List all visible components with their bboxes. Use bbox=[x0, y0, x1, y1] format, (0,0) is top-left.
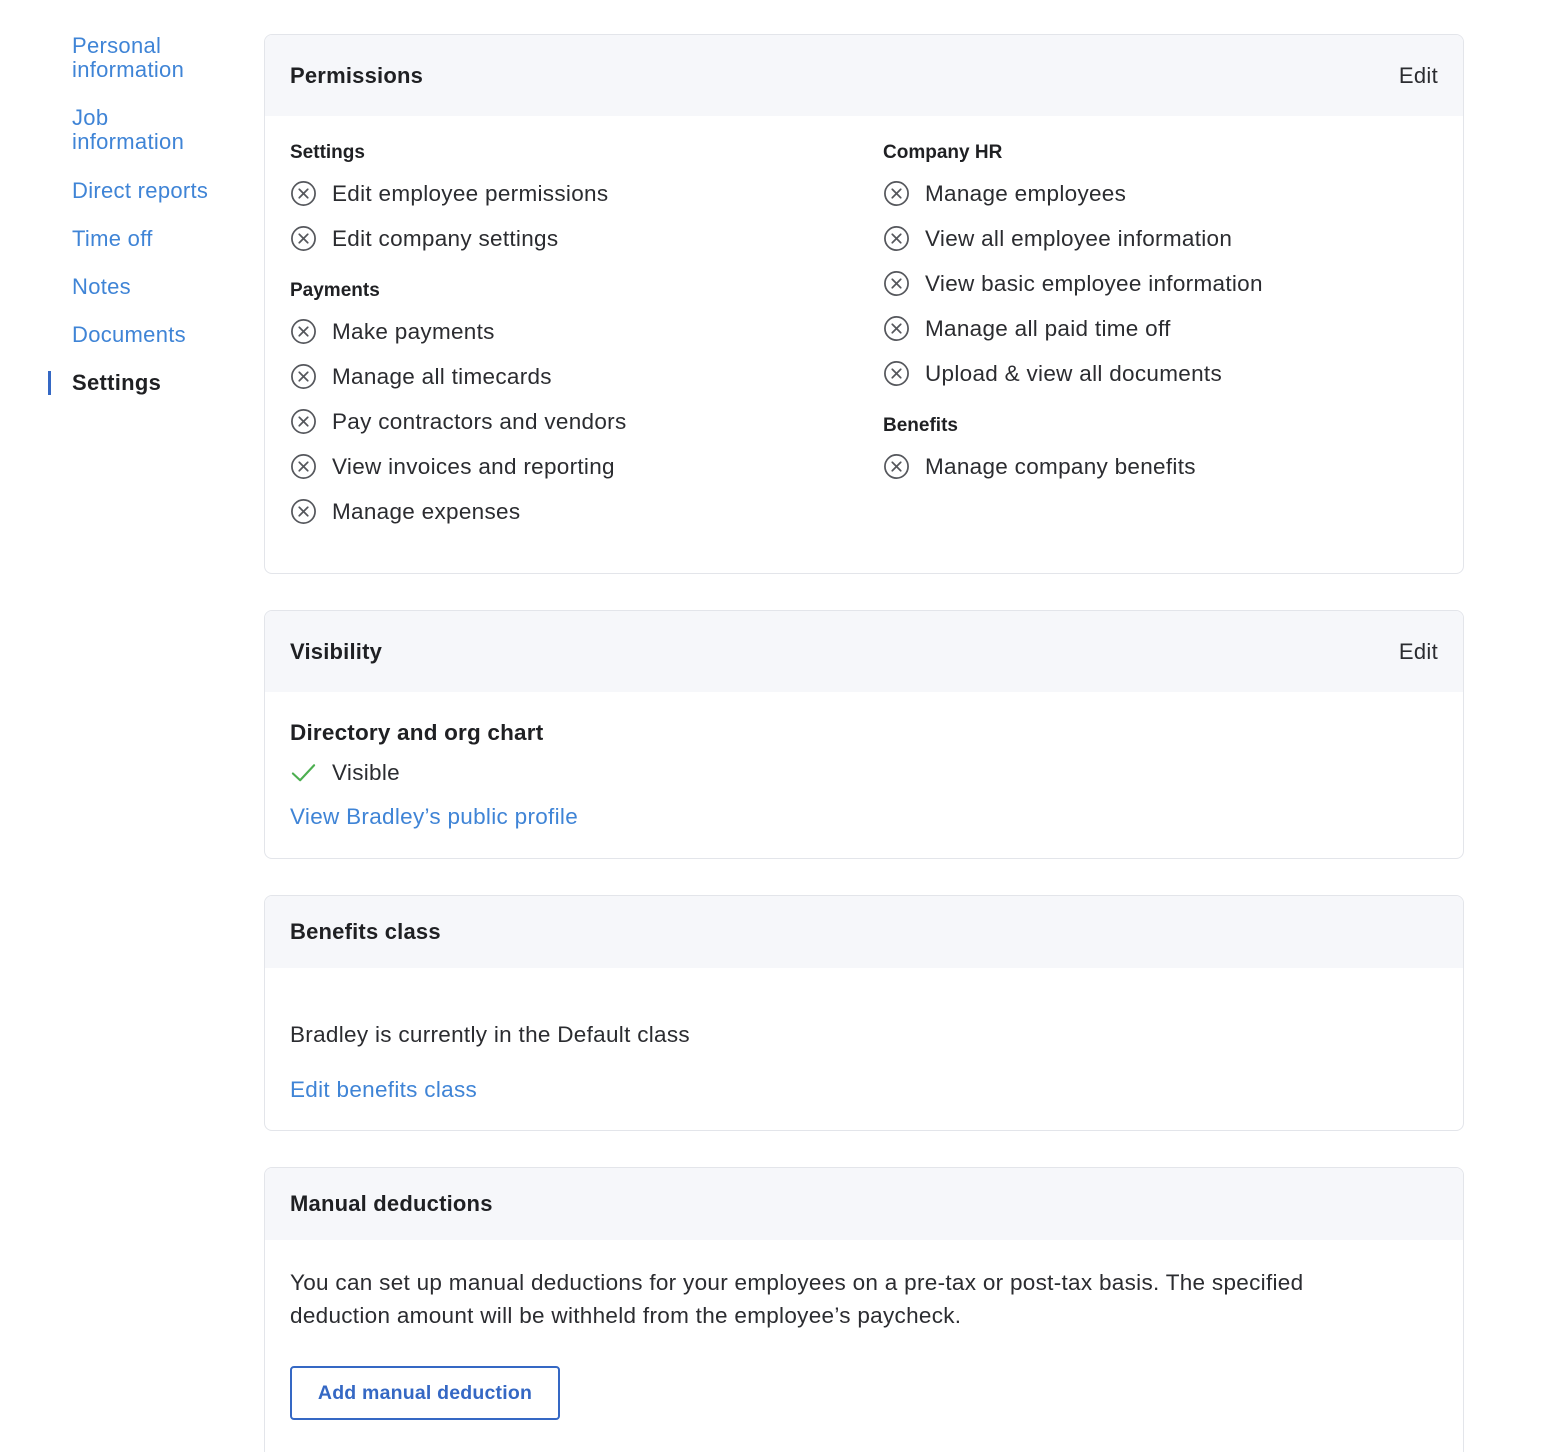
benefits-class-body bbox=[265, 968, 1463, 1130]
permission-label: Make payments bbox=[332, 318, 495, 344]
visibility-body bbox=[265, 692, 1463, 858]
x-circle-icon bbox=[290, 225, 317, 252]
sidebar-item-personal-information[interactable] bbox=[48, 34, 184, 82]
group-title-payments: Payments bbox=[290, 280, 380, 301]
permissions-title: Permissions bbox=[290, 62, 424, 88]
x-circle-icon bbox=[290, 180, 317, 207]
permission-item bbox=[883, 216, 1263, 261]
description-line: You can set up manual deductions for your employees on a pre-tax or post-tax basis. The specified bbox=[290, 1270, 1304, 1295]
permission-item bbox=[290, 399, 627, 444]
visibility-header bbox=[265, 611, 1463, 692]
permission-label: Manage employees bbox=[925, 180, 1127, 206]
x-circle-icon bbox=[290, 498, 317, 525]
permission-item bbox=[290, 489, 627, 534]
permission-label: View invoices and reporting bbox=[332, 453, 615, 479]
group-title-settings: Settings bbox=[290, 142, 365, 163]
permissions-card bbox=[264, 34, 1464, 574]
checkmark-icon bbox=[290, 759, 317, 786]
benefits-class-title: Benefits class bbox=[290, 919, 441, 944]
manual-deductions-card bbox=[264, 1167, 1464, 1452]
visibility-card bbox=[264, 610, 1464, 859]
sidebar-item-settings[interactable]: Settings bbox=[48, 371, 161, 395]
x-circle-icon bbox=[883, 225, 910, 252]
group-title-benefits: Benefits bbox=[883, 415, 958, 436]
edit-benefits-class-link[interactable]: Edit benefits class bbox=[290, 1077, 478, 1102]
visibility-title: Visibility bbox=[290, 638, 383, 664]
manual-deductions-body bbox=[265, 1240, 1463, 1452]
permissions-edit-button[interactable]: Edit bbox=[1398, 62, 1438, 88]
description-line: deduction amount will be withheld from the employee’s paycheck. bbox=[290, 1303, 962, 1328]
x-circle-icon bbox=[290, 363, 317, 390]
permission-item bbox=[290, 216, 627, 261]
permission-item bbox=[883, 444, 1263, 489]
x-circle-icon bbox=[290, 318, 317, 345]
permission-label: Edit employee permissions bbox=[332, 180, 609, 206]
permission-item bbox=[290, 309, 627, 354]
x-circle-icon bbox=[883, 360, 910, 387]
permission-item bbox=[883, 306, 1263, 351]
x-circle-icon bbox=[290, 408, 317, 435]
permission-label: Manage company benefits bbox=[925, 453, 1196, 479]
sidebar-item-direct-reports[interactable]: Direct reports bbox=[72, 178, 209, 203]
sidebar-item-job-information[interactable] bbox=[48, 106, 184, 154]
benefits-class-header bbox=[265, 896, 1463, 968]
permission-item bbox=[883, 351, 1263, 396]
permission-item bbox=[883, 171, 1263, 216]
manual-deductions-description bbox=[290, 1266, 1440, 1332]
sidebar-item-time-off[interactable]: Time off bbox=[72, 226, 153, 251]
permissions-right-column bbox=[883, 143, 1263, 489]
public-profile-link[interactable]: View Bradley’s public profile bbox=[290, 804, 579, 829]
permission-label: View all employee information bbox=[925, 225, 1233, 251]
permissions-header bbox=[265, 35, 1463, 116]
manual-deductions-title: Manual deductions bbox=[290, 1191, 493, 1216]
group-title-company-hr: Company HR bbox=[883, 142, 1003, 163]
permission-item bbox=[290, 171, 627, 216]
x-circle-icon bbox=[883, 453, 910, 480]
sidebar-item-label: Personal bbox=[72, 33, 162, 58]
x-circle-icon bbox=[883, 315, 910, 342]
permission-label: Upload & view all documents bbox=[925, 360, 1222, 386]
add-manual-deduction-button[interactable]: Add manual deduction bbox=[290, 1366, 560, 1420]
sidebar-item-label: information bbox=[72, 129, 185, 154]
permission-label: Manage expenses bbox=[332, 498, 521, 524]
sidebar-item-notes[interactable]: Notes bbox=[72, 274, 131, 299]
permission-label: Manage all paid time off bbox=[925, 315, 1171, 341]
permissions-body bbox=[265, 116, 1463, 574]
permissions-left-column bbox=[290, 143, 627, 534]
permission-item bbox=[290, 354, 627, 399]
sidebar-item-documents[interactable]: Documents bbox=[72, 322, 186, 347]
visibility-edit-button[interactable]: Edit bbox=[1398, 638, 1438, 664]
benefits-class-description: Bradley is currently in the Default class bbox=[290, 1022, 690, 1047]
permission-label: Manage all timecards bbox=[332, 363, 552, 389]
visibility-status-label: Visible bbox=[332, 759, 400, 785]
permission-label: Pay contractors and vendors bbox=[332, 408, 627, 434]
visibility-status bbox=[290, 750, 400, 795]
permission-item bbox=[290, 444, 627, 489]
sidebar-item-label: information bbox=[72, 57, 185, 82]
x-circle-icon bbox=[290, 453, 317, 480]
sidebar-item-label: Job bbox=[72, 105, 109, 130]
x-circle-icon bbox=[883, 180, 910, 207]
permission-item bbox=[883, 261, 1263, 306]
directory-section-title: Directory and org chart bbox=[290, 720, 544, 745]
x-circle-icon bbox=[883, 270, 910, 297]
permission-label: Edit company settings bbox=[332, 225, 559, 251]
manual-deductions-header bbox=[265, 1168, 1463, 1240]
permission-label: View basic employee information bbox=[925, 270, 1263, 296]
benefits-class-card bbox=[264, 895, 1464, 1131]
